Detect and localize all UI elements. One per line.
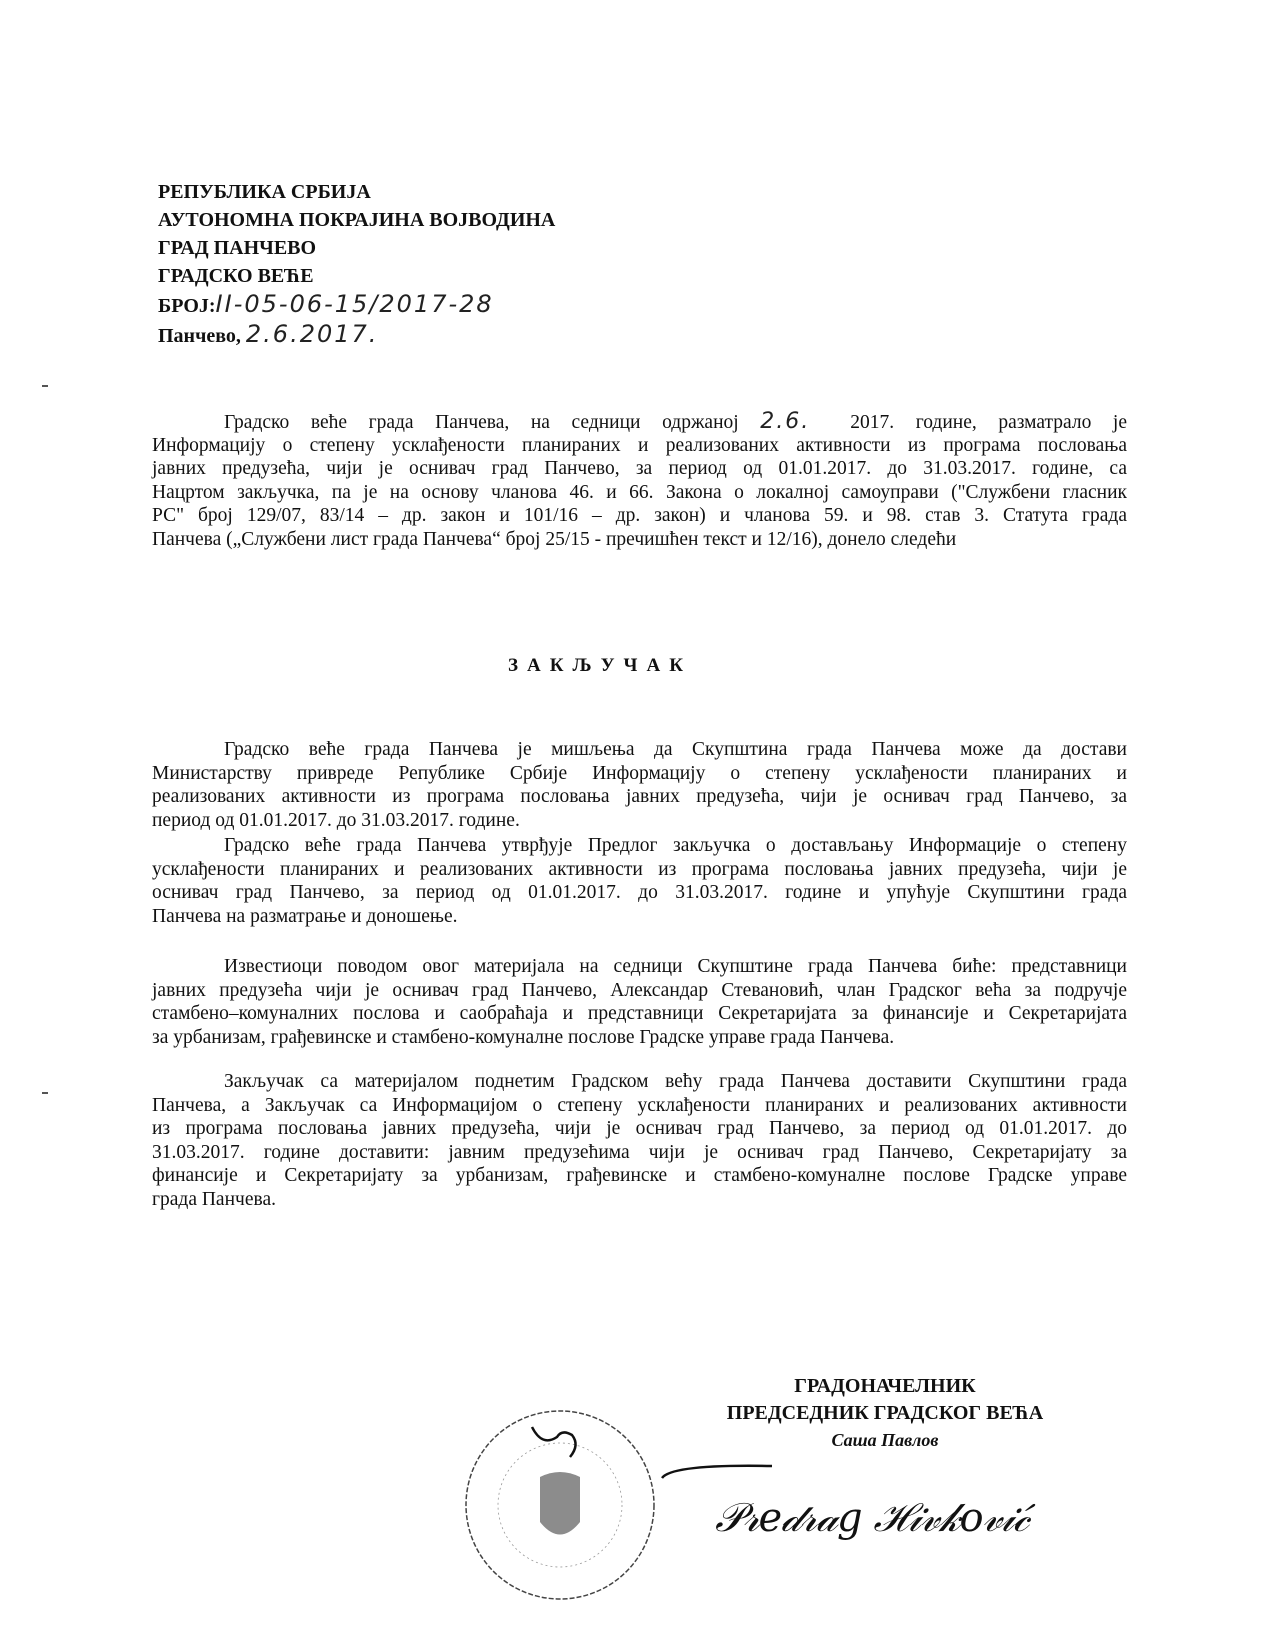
header-line: АУТОНОМНА ПОКРАЈИНА ВОЈВОДИНА	[158, 209, 556, 231]
paragraph-line: РС" број 129/07, 83/14 – др. закон и 101/16 – др. закон) и чланова 59. и 98. став 3. Статута града	[152, 505, 1127, 526]
signature-stroke	[660, 1460, 780, 1480]
conclusion-paragraph-4	[152, 1070, 1127, 1211]
paragraph-line: Закључак са материјалом поднетим Градском већу града Панчева доставити Скупштини града	[224, 1071, 1127, 1092]
paragraph-line: финансије и Секретаријату за урбанизам, грађевинске и стамбено-комуналне послове Градске управе	[152, 1165, 1127, 1186]
scan-mark	[42, 385, 48, 387]
conclusion-paragraph-1	[152, 738, 1127, 832]
signature-block	[700, 1373, 1070, 1454]
document-title: ЗАКЉУЧАК	[508, 655, 692, 676]
paragraph-line: Панчева, а Закључак са Информацијом о степену усклађености планираних и реализованих активности	[152, 1094, 1127, 1116]
scan-mark	[42, 1092, 48, 1094]
paragraph-line: Градско веће града Панчева, на седници одржаној 2.6. 2017. године, разматрало је	[224, 409, 1127, 434]
document-number: БРОЈ:II-05-06-15/2017-28	[158, 290, 494, 318]
paragraph-line: Информацију о степену усклађености планираних и реализованих активности из програма пословања	[152, 434, 1127, 456]
paragraph-line: Панчева („Службени лист града Панчева“ број 25/15 - пречишћен текст и 12/16), донело следећи	[152, 528, 957, 550]
paragraph-line: период од 01.01.2017. до 31.03.2017. године.	[152, 809, 520, 831]
header-line: РЕПУБЛИКА СРБИЈА	[158, 181, 371, 203]
handwritten-date: 2.6.2017.	[245, 320, 379, 348]
official-seal-stamp	[462, 1407, 658, 1603]
handwritten-number: II-05-06-15/2017-28	[215, 290, 494, 318]
paragraph-line: усклађености планираних и реализованих активности из програма пословања јавних предузећа, чији је	[152, 858, 1127, 880]
conclusion-paragraph-2	[152, 834, 1127, 928]
signatory-title: ГРАДОНАЧЕЛНИК	[794, 1375, 976, 1397]
paragraph-line: за урбанизам, грађевинске и стамбено-комуналне послове Градске управе града Панчева.	[152, 1026, 895, 1048]
header-line: ГРАД ПАНЧЕВО	[158, 237, 317, 259]
paragraph-line: Градско веће града Панчева је мишљења да Скупштина града Панчева може да достави	[224, 739, 1127, 760]
paragraph-line: града Панчева.	[152, 1188, 276, 1210]
conclusion-paragraph-3	[152, 955, 1127, 1049]
paragraph-line: Известиоци поводом овог материјала на седници Скупштине града Панчева биће: представници	[224, 956, 1127, 977]
paragraph-line: јавних предузећа чији је оснивач град Панчево, Александар Стевановић, члан Градског већа за подручје	[152, 979, 1127, 1001]
paragraph-line: 31.03.2017. године доставити: јавним предузећима чији је оснивач град Панчево, Секретаријату за	[152, 1141, 1127, 1163]
paragraph-line: Нацртом закључка, па је на основу чланова 46. и 66. Закона о локалној самоуправи ("Службени гласник	[152, 481, 1127, 503]
header-line: ГРАДСКО ВЕЋЕ	[158, 265, 314, 287]
paragraph-line: оснивач град Панчево, за период од 01.01.2017. до 31.03.2017. године и упућује Скупштини града	[152, 882, 1127, 903]
paragraph-line: реализованих активности из програма пословања јавних предузећа, чији је оснивач град Панчево, за	[152, 786, 1127, 807]
handwritten-signature: 𝒫𝓇𝑒𝒹𝓇𝒶𝑔 ℋ𝒾𝓋𝓀𝑜𝓋𝒾𝒸́	[715, 1495, 1029, 1541]
signatory-name: Саша Павлов	[831, 1430, 939, 1450]
paragraph-line: Градско веће града Панчева утврђује Предлог закључка о достављању Информације о степену	[224, 835, 1127, 856]
paragraph-line: из програма пословања јавних предузећа, чији је оснивач град Панчево, за период од 01.01.2017. до	[152, 1118, 1127, 1139]
document-date: Панчево, 2.6.2017.	[158, 320, 379, 348]
intro-paragraph	[152, 410, 1127, 551]
document-header	[158, 178, 555, 350]
paragraph-line: јавних предузећа, чији је оснивач град Панчево, за период од 01.01.2017. до 31.03.2017. године, са	[152, 458, 1127, 479]
handwritten-session-date: 2.6.	[760, 409, 811, 434]
paragraph-line: стамбено–комуналних послова и саобраћаја и представници Секретаријата за финансије и Секретаријата	[152, 1003, 1127, 1024]
paragraph-line: Панчева на разматрање и доношење.	[152, 905, 458, 927]
paragraph-line: Министарству привреде Републике Србије Информацију о степену усклађености планираних и	[152, 762, 1127, 784]
signatory-title: ПРЕДСЕДНИК ГРАДСКОГ ВЕЋА	[726, 1402, 1044, 1424]
